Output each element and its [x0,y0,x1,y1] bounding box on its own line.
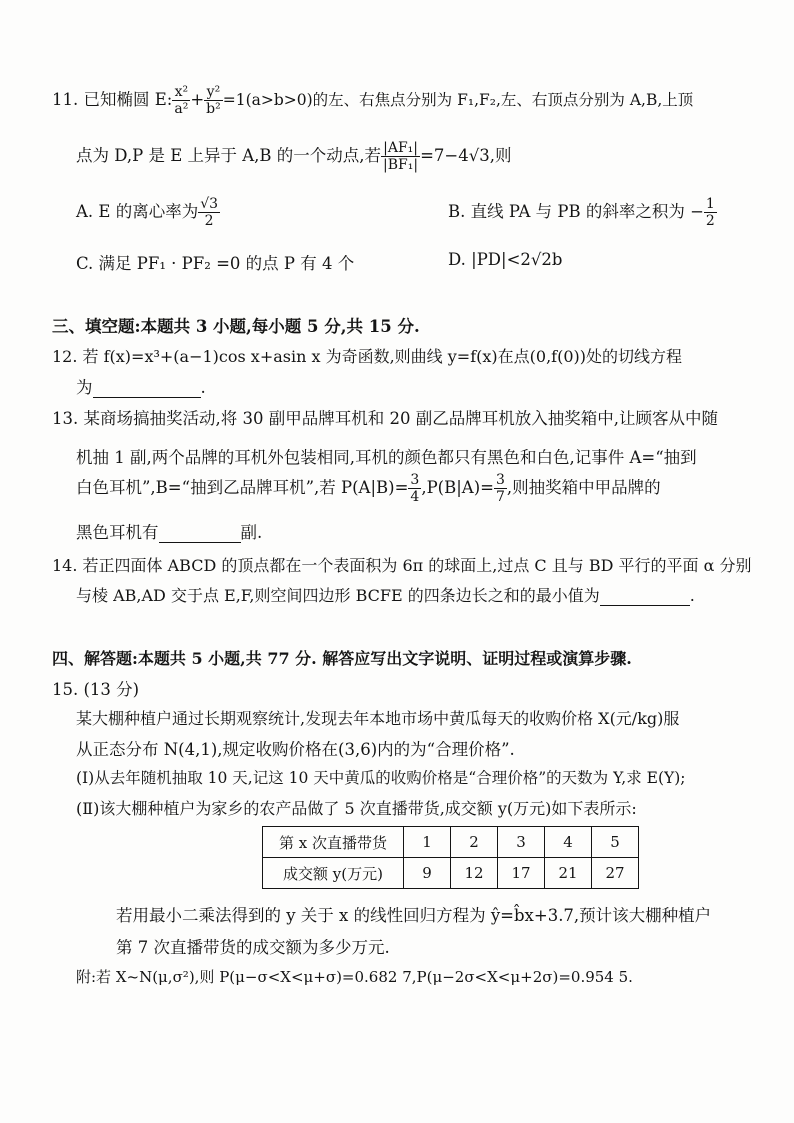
q13-line1: 13. 某商场搞抽奖活动,将 30 副甲品牌耳机和 20 副乙品牌耳机放入抽奖箱中,让顾客从中随 [52,409,718,428]
q11-text-2: =1(a>b>0)的左、右焦点分别为 F₁,F₂,左、右顶点分别为 A,B,上顶 [222,91,694,110]
q13-text: 黑色耳机有 [76,523,159,542]
q11-number: 11. [52,90,79,110]
q15-paragraph-2: 从正态分布 N(4,1),规定收购价格在(3,6)内的为“合理价格”. [76,740,515,759]
frac-num: x² [172,84,190,101]
q15-appendix-note: 附:若 X~N(μ,σ²),则 P(μ−σ<X<μ+σ)=0.682 7,P(μ−2σ<X<μ+2σ)=0.954 5. [76,968,633,986]
frac-num: 1 [705,196,715,212]
frac-den: a² [174,101,189,118]
fraction-sqrt3-2 [198,196,220,229]
table-cell: 12 [451,858,498,889]
q11-text-1: 已知椭圆 E: [83,90,173,110]
table-cell: 3 [498,827,545,858]
q14-text: 与棱 AB,AD 交于点 E,F,则空间四边形 BCFE 的四条边长之和的最小值为 [76,586,600,605]
q15-part-2: (Ⅱ)该大棚种植户为家乡的农产品做了 5 次直播带货,成交额 y(万元)如下表所示: [76,799,637,818]
q13-text-post: ,则抽奖箱中甲品牌的 [506,478,661,498]
table-cell: 5 [592,827,639,858]
q12-answer-blank[interactable] [93,379,201,398]
q13-line4 [76,519,262,543]
fraction-af1-bf1 [381,140,420,173]
frac-num: 3 [495,472,505,488]
q11-text-4: =7−4√3,则 [420,146,512,166]
q13-line3 [76,472,661,505]
q12-line1: 12. 若 f(x)=x³+(a−1)cos x+asin x 为奇函数,则曲线 y=f(x)在点(0,f(0))处的切线方程 [52,347,682,366]
fraction-3-7 [494,472,507,505]
fraction-3-4 [408,472,421,505]
table-header-cell: 第 x 次直播带货 [263,827,404,858]
livestream-sales-table [262,826,639,889]
frac-den: b² [206,101,221,118]
frac-den: 7 [495,489,505,506]
frac-den: 2 [204,213,214,230]
q11-option-a [76,196,220,229]
q11-option-b [448,196,717,229]
frac-den: 4 [410,489,420,506]
frac-num: √3 [200,196,219,212]
frac-num: 3 [410,472,420,488]
fraction-1-2 [704,196,717,229]
q13-text-pre: 白色耳机”,B=“抽到乙品牌耳机”,若 P(A|B)= [76,478,409,498]
q12-text: 为 [76,378,93,397]
table-cell: 9 [404,858,451,889]
table-cell: 4 [545,827,592,858]
table-row [263,858,639,889]
q14-answer-blank[interactable] [600,587,690,606]
table-cell: 21 [545,858,592,889]
q15-paragraph-3: 若用最小二乘法得到的 y 关于 x 的线性回归方程为 ŷ=b̂x+3.7,预计该大棚种植户 [116,906,712,925]
option-a-text: A. E 的离心率为 [76,202,199,222]
table-cell: 1 [404,827,451,858]
frac-num: y² [204,84,223,101]
q11-text-3: 点为 D,P 是 E 上异于 A,B 的一个动点,若 [76,146,382,166]
table-header-cell: 成交额 y(万元) [263,858,404,889]
q14-period: . [689,586,695,605]
table-cell: 27 [592,858,639,889]
frac-num: |AF₁| [381,140,420,157]
q11-option-d: D. |PD|<2√2b [448,250,563,269]
section-3-heading: 三、填空题:本题共 3 小题,每小题 5 分,共 15 分. [52,317,420,336]
option-b-text: B. 直线 PA 与 PB 的斜率之积为 − [448,202,704,222]
table-row [263,827,639,858]
q11-line2 [76,140,512,173]
q13-answer-blank[interactable] [159,524,241,543]
table-cell: 2 [451,827,498,858]
plus-sign: + [190,90,205,110]
q11-option-c: C. 满足 PF₁ · PF₂ =0 的点 P 有 4 个 [76,254,355,273]
q12-line2 [76,374,206,398]
q14-line2 [76,583,695,606]
q11-line1 [52,84,693,117]
fraction-y2-b2 [204,84,223,117]
section-4-heading: 四、解答题:本题共 5 小题,共 77 分. 解答应写出文字说明、证明过程或演算步骤. [52,649,632,668]
q12-period: . [200,378,206,397]
q13-line2: 机抽 1 副,两个品牌的耳机外包装相同,耳机的颜色都只有黑色和白色,记事件 A=“抽到 [76,448,697,467]
q15-heading: 15. (13 分) [52,680,140,699]
frac-den: 2 [705,213,715,230]
q15-paragraph-1: 某大棚种植户通过长期观察统计,发现去年本地市场中黄瓜每天的收购价格 X(元/kg)服 [76,709,680,728]
q13-text-mid: ,P(B|A)= [421,478,494,498]
q15-part-1: (Ⅰ)从去年随机抽取 10 天,记这 10 天中黄瓜的收购价格是“合理价格”的天数为 Y,求 E(Y); [76,769,686,787]
q13-unit: 副. [240,523,263,542]
q15-paragraph-4: 第 7 次直播带货的成交额为多少万元. [116,938,390,957]
frac-den: |BF₁| [383,157,419,174]
table-cell: 17 [498,858,545,889]
q14-line1: 14. 若正四面体 ABCD 的顶点都在一个表面积为 6π 的球面上,过点 C 且与 BD 平行的平面 α 分别 [52,556,752,575]
fraction-x2-a2 [172,84,190,117]
